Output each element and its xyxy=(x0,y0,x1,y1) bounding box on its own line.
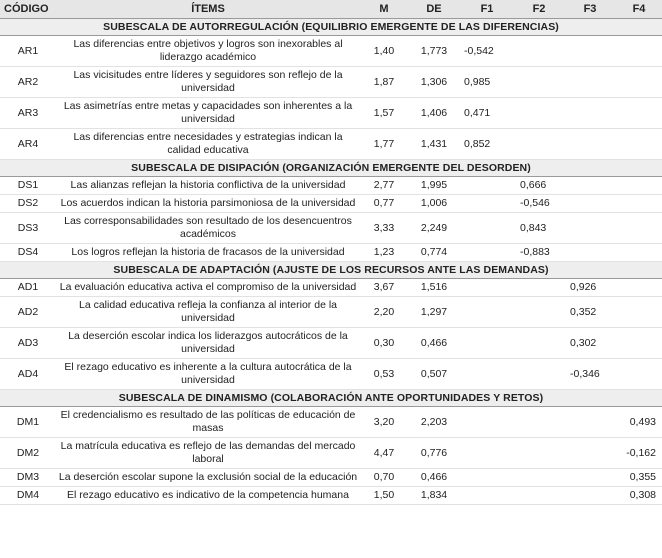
item-code: DS3 xyxy=(0,212,56,243)
factor-4-loading: 0,355 xyxy=(616,468,662,486)
factor-2-loading xyxy=(514,486,564,504)
sd-value: 1,406 xyxy=(408,97,460,128)
factor-2-loading xyxy=(514,358,564,389)
factor-3-loading xyxy=(564,35,616,66)
table-row xyxy=(0,97,662,128)
item-code: AR3 xyxy=(0,97,56,128)
table-row xyxy=(0,176,662,194)
table-row xyxy=(0,468,662,486)
item-code: DM1 xyxy=(0,406,56,437)
item-text: Las asimetrías entre metas y capacidades son inherentes a la universidad xyxy=(56,97,360,128)
factor-1-loading xyxy=(460,437,514,468)
factor-2-loading xyxy=(514,468,564,486)
item-text: Los acuerdos indican la historia parsimoniosa de la universidad xyxy=(56,194,360,212)
factor-4-loading xyxy=(616,243,662,261)
table-row xyxy=(0,406,662,437)
mean-value: 3,67 xyxy=(360,278,408,296)
sd-value: 1,306 xyxy=(408,66,460,97)
sd-value: 1,834 xyxy=(408,486,460,504)
item-text: Las corresponsabilidades son resultado de los desencuentros académicos xyxy=(56,212,360,243)
factor-3-loading xyxy=(564,437,616,468)
factor-1-loading xyxy=(460,358,514,389)
factor-3-loading: -0,346 xyxy=(564,358,616,389)
item-code: AR4 xyxy=(0,128,56,159)
mean-value: 0,70 xyxy=(360,468,408,486)
factor-2-loading xyxy=(514,437,564,468)
item-text: La matrícula educativa es reflejo de las demandas del mercado laboral xyxy=(56,437,360,468)
sd-value: 1,297 xyxy=(408,296,460,327)
factor-4-loading xyxy=(616,176,662,194)
factor-1-loading: 0,471 xyxy=(460,97,514,128)
sd-value: 1,431 xyxy=(408,128,460,159)
factor-1-loading xyxy=(460,486,514,504)
factor-2-loading: -0,883 xyxy=(514,243,564,261)
header-f4: F4 xyxy=(632,2,646,15)
factor-4-loading: -0,162 xyxy=(616,437,662,468)
header-row xyxy=(0,0,662,18)
factor-3-loading xyxy=(564,212,616,243)
section-title: SUBESCALA DE DISIPACIÓN (ORGANIZACIÓN EMERGENTE DEL DESORDEN) xyxy=(0,159,662,176)
section-title: SUBESCALA DE DINAMISMO (COLABORACIÓN ANTE OPORTUNIDADES Y RETOS) xyxy=(0,389,662,406)
sd-value: 1,516 xyxy=(408,278,460,296)
table-row xyxy=(0,243,662,261)
sd-value: 0,776 xyxy=(408,437,460,468)
header-code: CÓDIGO xyxy=(4,2,49,15)
item-text: El credencialismo es resultado de las políticas de educación de masas xyxy=(56,406,360,437)
factor-3-loading xyxy=(564,66,616,97)
header-f3: F3 xyxy=(583,2,597,15)
item-code: AD1 xyxy=(0,278,56,296)
factor-1-loading: 0,985 xyxy=(460,66,514,97)
item-code: AR1 xyxy=(0,35,56,66)
mean-value: 0,77 xyxy=(360,194,408,212)
section-header-row xyxy=(0,18,662,35)
factor-2-loading: 0,843 xyxy=(514,212,564,243)
factor-4-loading: 0,493 xyxy=(616,406,662,437)
item-text: Las vicisitudes entre líderes y seguidores son reflejo de la universidad xyxy=(56,66,360,97)
factor-2-loading xyxy=(514,66,564,97)
factor-3-loading xyxy=(564,486,616,504)
factor-1-loading xyxy=(460,212,514,243)
table-row xyxy=(0,296,662,327)
header-f1: F1 xyxy=(480,2,494,15)
factor-1-loading xyxy=(460,243,514,261)
factor-2-loading xyxy=(514,97,564,128)
factor-2-loading xyxy=(514,278,564,296)
sd-value: 0,507 xyxy=(408,358,460,389)
item-text: Las diferencias entre necesidades y estrategias indican la calidad educativa xyxy=(56,128,360,159)
item-text: Los logros reflejan la historia de fracasos de la universidad xyxy=(56,243,360,261)
header-m: M xyxy=(379,2,389,15)
item-code: AD3 xyxy=(0,327,56,358)
sd-value: 2,203 xyxy=(408,406,460,437)
header-items: ÍTEMS xyxy=(191,2,225,15)
factor-1-loading xyxy=(460,296,514,327)
table-row xyxy=(0,212,662,243)
table-row xyxy=(0,128,662,159)
mean-value: 3,33 xyxy=(360,212,408,243)
table-row xyxy=(0,358,662,389)
mean-value: 2,20 xyxy=(360,296,408,327)
item-text: El rezago educativo es inherente a la cultura autocrática de la universidad xyxy=(56,358,360,389)
factor-3-loading: 0,352 xyxy=(564,296,616,327)
factor-4-loading xyxy=(616,327,662,358)
factor-2-loading xyxy=(514,128,564,159)
factor-4-loading xyxy=(616,194,662,212)
item-code: DS4 xyxy=(0,243,56,261)
table-row xyxy=(0,66,662,97)
item-text: La calidad educativa refleja la confianza al interior de la universidad xyxy=(56,296,360,327)
factor-2-loading xyxy=(514,296,564,327)
mean-value: 1,87 xyxy=(360,66,408,97)
factor-3-loading xyxy=(564,128,616,159)
item-code: DS1 xyxy=(0,176,56,194)
item-text: La deserción escolar supone la exclusión social de la educación xyxy=(56,468,360,486)
item-text: La deserción escolar indica los liderazgos autocráticos de la universidad xyxy=(56,327,360,358)
mean-value: 1,77 xyxy=(360,128,408,159)
table-row xyxy=(0,437,662,468)
mean-value: 1,40 xyxy=(360,35,408,66)
section-header-row xyxy=(0,389,662,406)
factor-3-loading xyxy=(564,243,616,261)
factor-4-loading xyxy=(616,296,662,327)
section-header-row xyxy=(0,159,662,176)
sd-value: 1,995 xyxy=(408,176,460,194)
factor-1-loading: -0,542 xyxy=(460,35,514,66)
factor-4-loading xyxy=(616,278,662,296)
factor-4-loading: 0,308 xyxy=(616,486,662,504)
factor-1-loading xyxy=(460,194,514,212)
sd-value: 0,466 xyxy=(408,327,460,358)
sd-value: 1,773 xyxy=(408,35,460,66)
factor-1-loading: 0,852 xyxy=(460,128,514,159)
table-row xyxy=(0,35,662,66)
table-row xyxy=(0,194,662,212)
item-code: AR2 xyxy=(0,66,56,97)
item-code: DM4 xyxy=(0,486,56,504)
item-code: AD4 xyxy=(0,358,56,389)
mean-value: 1,50 xyxy=(360,486,408,504)
mean-value: 0,53 xyxy=(360,358,408,389)
sd-value: 1,006 xyxy=(408,194,460,212)
factor-4-loading xyxy=(616,128,662,159)
sd-value: 0,466 xyxy=(408,468,460,486)
item-text: Las diferencias entre objetivos y logros son inexorables al liderazgo académico xyxy=(56,35,360,66)
factor-1-loading xyxy=(460,278,514,296)
item-text: Las alianzas reflejan la historia conflictiva de la universidad xyxy=(56,176,360,194)
header-f2: F2 xyxy=(532,2,546,15)
factor-3-loading xyxy=(564,97,616,128)
item-text: La evaluación educativa activa el compromiso de la universidad xyxy=(56,278,360,296)
factor-1-loading xyxy=(460,468,514,486)
mean-value: 2,77 xyxy=(360,176,408,194)
sd-value: 2,249 xyxy=(408,212,460,243)
item-code: AD2 xyxy=(0,296,56,327)
section-title: SUBESCALA DE AUTORREGULACIÓN (EQUILIBRIO EMERGENTE DE LAS DIFERENCIAS) xyxy=(0,18,662,35)
factor-2-loading xyxy=(514,406,564,437)
factor-3-loading: 0,926 xyxy=(564,278,616,296)
factor-3-loading xyxy=(564,468,616,486)
mean-value: 1,23 xyxy=(360,243,408,261)
factor-4-loading xyxy=(616,212,662,243)
factor-3-loading xyxy=(564,176,616,194)
factor-4-loading xyxy=(616,35,662,66)
factor-1-loading xyxy=(460,327,514,358)
item-code: DM3 xyxy=(0,468,56,486)
factor-2-loading xyxy=(514,35,564,66)
header-de: DE xyxy=(426,2,442,15)
factor-2-loading xyxy=(514,327,564,358)
item-code: DM2 xyxy=(0,437,56,468)
factor-4-loading xyxy=(616,66,662,97)
factor-2-loading: -0,546 xyxy=(514,194,564,212)
factor-1-loading xyxy=(460,176,514,194)
section-title: SUBESCALA DE ADAPTACIÓN (AJUSTE DE LOS RECURSOS ANTE LAS DEMANDAS) xyxy=(0,261,662,278)
factor-2-loading: 0,666 xyxy=(514,176,564,194)
mean-value: 4,47 xyxy=(360,437,408,468)
table-row xyxy=(0,327,662,358)
item-code: DS2 xyxy=(0,194,56,212)
factor-3-loading xyxy=(564,406,616,437)
table-row xyxy=(0,486,662,504)
mean-value: 3,20 xyxy=(360,406,408,437)
sd-value: 0,774 xyxy=(408,243,460,261)
item-text: El rezago educativo es indicativo de la competencia humana xyxy=(56,486,360,504)
section-header-row xyxy=(0,261,662,278)
mean-value: 1,57 xyxy=(360,97,408,128)
mean-value: 0,30 xyxy=(360,327,408,358)
table-row xyxy=(0,278,662,296)
factor-1-loading xyxy=(460,406,514,437)
factor-3-loading xyxy=(564,194,616,212)
factor-3-loading: 0,302 xyxy=(564,327,616,358)
factor-4-loading xyxy=(616,358,662,389)
factor-4-loading xyxy=(616,97,662,128)
